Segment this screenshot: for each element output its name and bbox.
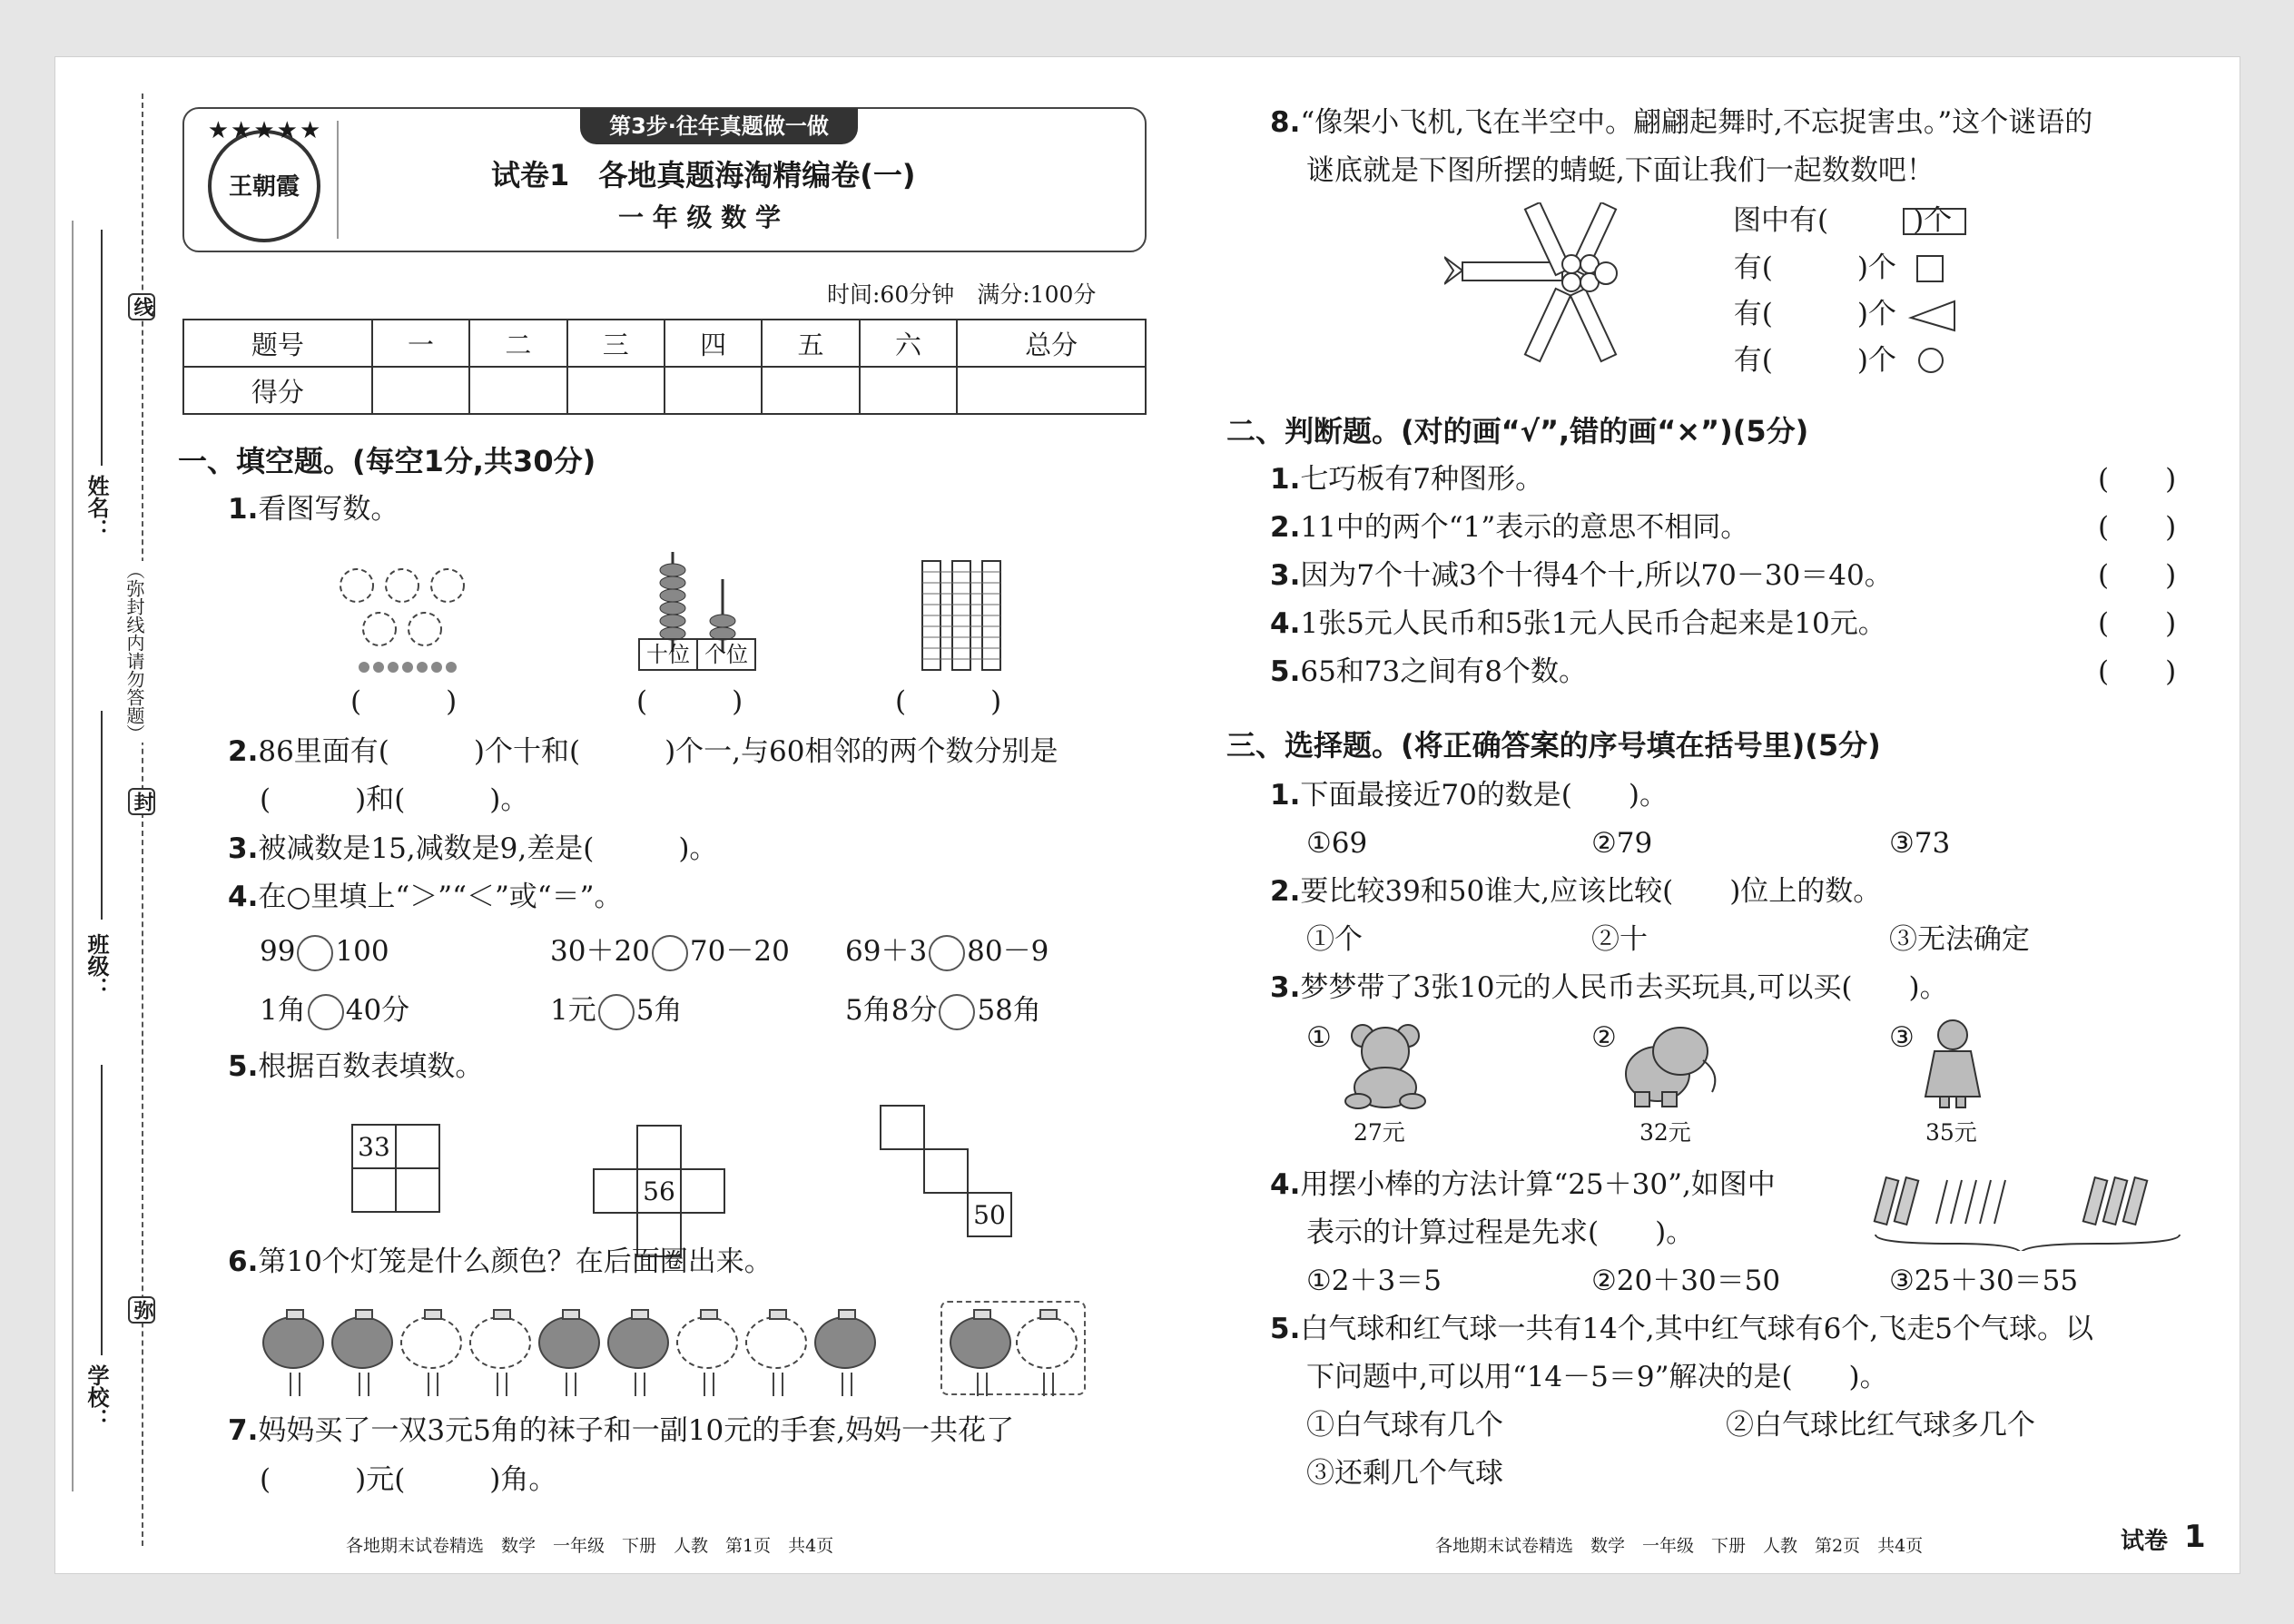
choice-q3 (1270, 969, 1948, 1006)
lantern-light (745, 1316, 807, 1369)
q1-7 (228, 1412, 1014, 1449)
option[interactable]: ②白气球比红气球多几个 (1726, 1409, 2035, 1442)
score-header-cell: 六 (860, 320, 957, 367)
q-text: 第10个灯笼是什么颜色？在后面圈出来。 (258, 1245, 773, 1278)
lantern-option-light[interactable] (1016, 1316, 1078, 1369)
score-header-cell: 总分 (957, 320, 1146, 367)
compare-item (260, 933, 389, 971)
q1-7-line2: ( )元( )角。 (260, 1463, 557, 1496)
grid-box-50: 50 (967, 1192, 1012, 1237)
grid-box-33: 33 (351, 1124, 397, 1169)
compare-right: 100 (335, 935, 389, 968)
section3-heading: 三、选择题。(将正确答案的序号填在括号里)(5分) (1226, 728, 1881, 763)
judge-answer-paren[interactable]: ( ) (2098, 559, 2177, 592)
compare-circle[interactable] (297, 935, 333, 971)
compare-left: 30＋20 (550, 935, 650, 968)
circle-shape (1918, 348, 1944, 373)
judge-item (1270, 461, 1543, 497)
compare-item (550, 992, 682, 1030)
compare-right: 5角 (635, 994, 683, 1027)
q-text: 在○里填上“＞”“＜”或“＝”。 (258, 881, 623, 913)
compare-item (260, 992, 409, 1030)
binding-secret-char: 弥 (128, 1296, 155, 1324)
q-num: 2. (228, 735, 259, 768)
q-text: 被减数是15,减数是9,差是( )。 (258, 832, 718, 865)
compare-right: 40分 (345, 994, 410, 1027)
section1-heading: 一、填空题。(每空1分,共30分) (178, 444, 596, 478)
q1-answer-blank[interactable]: ( ) (895, 685, 1002, 718)
q8 (1270, 104, 2092, 141)
q1-2-line2: ( )和( )。 (260, 783, 529, 816)
choice-q5-line2: 下问题中,可以用“14－5＝9”解决的是( )。 (1306, 1361, 1888, 1393)
q-text: 妈妈买了一双3元5角的袜子和一副10元的手套,妈妈一共花了 (258, 1414, 1015, 1447)
score-header-cell: 四 (665, 320, 762, 367)
score-row-label: 得分 (183, 367, 372, 414)
lantern-dark (538, 1316, 600, 1369)
score-header-row (183, 320, 1146, 367)
q8-row: 图中有( )个 (1733, 204, 1953, 237)
compare-circle[interactable] (598, 994, 635, 1030)
price: 35元 (1925, 1119, 1977, 1146)
exam-title: 试卷1 各地真题海淘精编卷(一) (491, 158, 916, 192)
tens-label: 十位 (640, 640, 698, 669)
q-text: 要比较39和50谁大,应该比较( )位上的数。 (1300, 875, 1882, 908)
compare-circle[interactable] (308, 994, 344, 1030)
judge-item (1270, 605, 1886, 642)
q-text: 1张5元人民币和5张1元人民币合起来是10元。 (1300, 607, 1886, 640)
grid-box[interactable] (680, 1168, 725, 1214)
lantern-dark (607, 1316, 669, 1369)
compare-left: 69＋3 (845, 935, 928, 968)
lantern-light (469, 1316, 531, 1369)
compare-item (845, 933, 1049, 971)
dragonfly-image (1444, 202, 1680, 384)
exam-sheet (54, 56, 2240, 1574)
q-num: 4. (1270, 1168, 1301, 1201)
school-field[interactable] (101, 1065, 103, 1355)
logo-text: 王朝霞 (228, 173, 300, 201)
option[interactable]: ②79 (1591, 827, 1653, 860)
choice-q4-line2: 表示的计算过程是先求( )。 (1306, 1216, 1695, 1249)
q-num: 5. (1270, 655, 1301, 688)
q1-4 (228, 879, 623, 915)
q8-line2: 谜底就是下图所摆的蜻蜓,下面让我们一起数数吧！ (1306, 154, 1935, 187)
score-cell[interactable] (957, 367, 1146, 414)
q-num: 2. (1270, 511, 1301, 544)
compare-right: 58角 (977, 994, 1041, 1027)
q-text: 用摆小棒的方法计算“25＋30”,如图中 (1300, 1168, 1776, 1201)
score-cell[interactable] (665, 367, 762, 414)
compare-circle[interactable] (652, 935, 688, 971)
badge-number: 1 (2184, 1519, 2206, 1555)
q-text: 看图写数。 (258, 493, 399, 526)
lantern-dark (814, 1316, 876, 1369)
choice-q4 (1270, 1166, 1776, 1203)
grid-box[interactable] (395, 1167, 440, 1213)
elephant-toy-image (1617, 1019, 1726, 1110)
judge-item (1270, 654, 1587, 690)
compare-left: 99 (260, 935, 296, 968)
ones-label: 个位 (704, 642, 748, 667)
choice-q2 (1270, 873, 1881, 910)
step-banner: 第3步·往年真题做一做 (580, 108, 858, 144)
q-text: 65和73之间有8个数。 (1300, 655, 1587, 688)
judge-item (1270, 509, 1748, 546)
class-field[interactable] (101, 711, 103, 920)
judge-answer-paren[interactable]: ( ) (2098, 607, 2177, 640)
section2-heading: 二、判断题。(对的画“√”,错的画“×”)(5分) (1226, 414, 1809, 448)
abacus-place-labels (638, 638, 756, 671)
q-text: 11中的两个“1”表示的意思不相同。 (1300, 511, 1749, 544)
binding-seal-char: 封 (128, 788, 155, 815)
q-num: 1. (1270, 463, 1301, 496)
score-header-cell: 二 (469, 320, 566, 367)
q-num: 8. (1270, 106, 1301, 139)
q-num: 5. (228, 1050, 259, 1083)
q1-answer-blank[interactable]: ( ) (636, 685, 743, 718)
lantern-dark (331, 1316, 393, 1369)
compare-left: 1角 (260, 994, 306, 1027)
binding-notice: （弥封线内请勿答题） (123, 561, 145, 743)
q1-1 (228, 491, 399, 527)
q-num: 1. (228, 493, 259, 526)
logo-stars: ★★★★★ (207, 117, 323, 144)
time-info: 时间:60分钟 满分:100分 (827, 281, 1097, 308)
score-row (183, 367, 1146, 414)
grid-box[interactable] (593, 1168, 638, 1214)
compare-left: 1元 (550, 994, 596, 1027)
q8-row: 有( )个 (1733, 298, 1896, 330)
q-num: 6. (228, 1245, 259, 1278)
option[interactable]: ③还剩几个气球 (1306, 1457, 1503, 1490)
q-text: 下面最接近70的数是( )。 (1300, 779, 1668, 812)
score-cell[interactable] (567, 367, 665, 414)
q1-2 (228, 733, 1058, 770)
option-mark[interactable]: ③ (1889, 1021, 1915, 1054)
compare-circle[interactable] (939, 994, 975, 1030)
doll-image (1916, 1015, 1989, 1110)
grid-box[interactable] (880, 1105, 925, 1150)
flower-groups-image (337, 566, 491, 684)
compare-item (845, 992, 1041, 1030)
grid-box-56: 56 (636, 1168, 682, 1214)
score-cell[interactable] (860, 367, 957, 414)
option[interactable]: ②十 (1591, 923, 1648, 956)
q-text: 白气球和红气球一共有14个,其中红气球有6个,飞走5个气球。以 (1300, 1313, 2093, 1345)
q-num: 3. (1270, 971, 1301, 1004)
q1-5 (228, 1048, 483, 1085)
option[interactable]: ①2＋3＝5 (1306, 1265, 1442, 1297)
q-num: 3. (228, 832, 259, 865)
option[interactable]: ③25＋30＝55 (1889, 1265, 2079, 1297)
lantern-light (676, 1316, 738, 1369)
footer-right: 各地期末试卷精选 数学 一年级 下册 人教 第2页 共4页 (1435, 1536, 1924, 1556)
binding-line-char: 线 (128, 293, 155, 320)
binding-rule (72, 221, 75, 1491)
price: 27元 (1354, 1119, 1405, 1146)
score-header-cell: 五 (762, 320, 859, 367)
q-num: 1. (1270, 779, 1301, 812)
score-table (182, 319, 1147, 415)
q-num: 4. (1270, 607, 1301, 640)
choice-q5 (1270, 1311, 2093, 1347)
exam-subtitle: 一 年 级 数 学 (618, 202, 781, 232)
q-text: 因为7个十减3个十得4个十,所以70－30＝40。 (1300, 559, 1893, 592)
compare-item (550, 933, 790, 971)
q-num: 5. (1270, 1313, 1301, 1345)
score-header-cell: 题号 (183, 320, 372, 367)
school-label: 学校： (84, 1364, 109, 1430)
grid-box[interactable] (636, 1125, 682, 1170)
compare-right: 80－9 (967, 935, 1049, 968)
square-shape (1916, 255, 1944, 282)
q8-row: 有( )个 (1733, 344, 1896, 377)
lantern-light (400, 1316, 462, 1369)
q1-3 (228, 831, 717, 867)
option-mark[interactable]: ② (1591, 1021, 1617, 1054)
choice-q1 (1270, 777, 1668, 813)
counting-sticks-image (1871, 1169, 2216, 1251)
lantern-dark (262, 1316, 324, 1369)
price: 32元 (1639, 1119, 1691, 1146)
q-num: 4. (228, 881, 259, 913)
option[interactable]: ①白气球有几个 (1306, 1409, 1503, 1442)
grid-box[interactable] (351, 1167, 397, 1213)
q-text: 86里面有( )个十和( )个一,与60相邻的两个数分别是 (258, 735, 1058, 768)
brand-logo (207, 117, 323, 242)
q-num: 7. (228, 1414, 259, 1447)
name-label: 姓名： (84, 475, 109, 540)
score-cell[interactable] (762, 367, 859, 414)
judge-answer-paren[interactable]: ( ) (2098, 511, 2177, 544)
compare-circle[interactable] (929, 935, 965, 971)
teddy-bear-image (1335, 1019, 1435, 1110)
q-num: 3. (1270, 559, 1301, 592)
lantern-option-dark[interactable] (950, 1316, 1011, 1369)
name-field[interactable] (101, 230, 103, 466)
q1-6 (228, 1244, 773, 1280)
grid-box[interactable] (395, 1124, 440, 1169)
judge-answer-paren[interactable]: ( ) (2098, 463, 2177, 496)
header-divider (337, 121, 340, 239)
score-cell[interactable] (372, 367, 469, 414)
badge-label: 试卷 (2121, 1528, 2169, 1555)
q-text: “像架小飞机,飞在半空中。翩翩起舞时,不忘捉害虫。”这个谜语的 (1300, 106, 2093, 139)
q-text: 根据百数表填数。 (258, 1050, 484, 1083)
class-label: 班级： (84, 933, 109, 999)
score-header-cell: 一 (372, 320, 469, 367)
option[interactable]: ③无法确定 (1889, 923, 2030, 956)
triangle-shape (1907, 298, 1962, 334)
q-text: 七巧板有7种图形。 (1300, 463, 1544, 496)
option[interactable]: ①个 (1306, 923, 1363, 956)
footer-left: 各地期末试卷精选 数学 一年级 下册 人教 第1页 共4页 (346, 1536, 834, 1556)
score-header-cell: 三 (567, 320, 665, 367)
compare-left: 5角8分 (845, 994, 938, 1027)
compare-right: 70－20 (689, 935, 790, 968)
q1-answer-blank[interactable]: ( ) (350, 685, 458, 718)
option[interactable]: ③73 (1889, 827, 1951, 860)
option[interactable]: ②20＋30＝50 (1591, 1265, 1781, 1297)
score-cell[interactable] (469, 367, 566, 414)
rectangle-shape (1903, 208, 1966, 235)
ten-rods-image (918, 556, 1009, 674)
option-mark[interactable]: ① (1306, 1021, 1332, 1054)
q-text: 梦梦带了3张10元的人民币去买玩具,可以买( )。 (1300, 971, 1948, 1004)
judge-answer-paren[interactable]: ( ) (2098, 655, 2177, 688)
q8-row: 有( )个 (1733, 251, 1896, 284)
grid-box[interactable] (923, 1148, 969, 1194)
q-num: 2. (1270, 875, 1301, 908)
option[interactable]: ①69 (1306, 827, 1368, 860)
judge-item (1270, 557, 1893, 594)
